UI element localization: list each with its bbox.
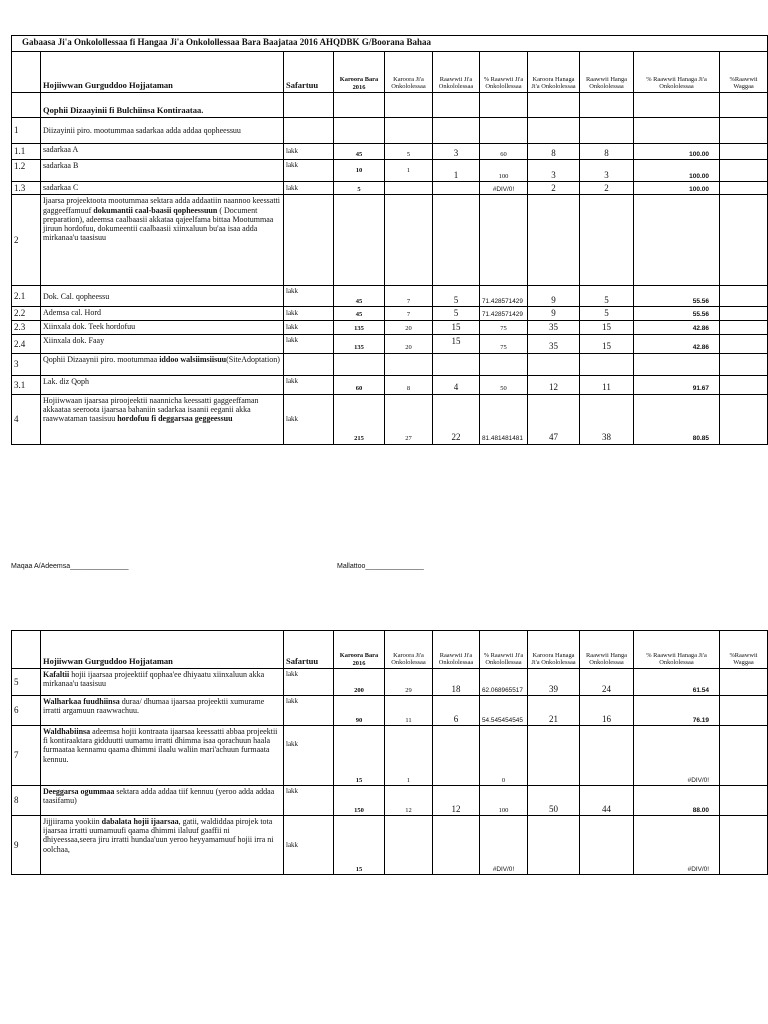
table-row: 3 Qophii Dizaaynii piro. mootummaa iddoo walsiimsiisuu(SiteAdoptation) [12,353,768,375]
table-row: 1 Diizayinii piro. mootummaa sadarkaa adda addaa qopheessuu [12,118,768,144]
header-no [12,52,41,93]
table-row: 2.4 Xiinxala dok. Faay lakk 135 20 15 75 35 15 42.86 [12,334,768,353]
table-row: 1.3 sadarkaa C lakk 5 #DIV/0! 2 2 100.00 [12,182,768,195]
table-row: 1.2 sadarkaa B lakk 10 1 1 100 3 3 100.00 [12,160,768,182]
header-pct-raawwii-jia: % Raawwii Ji'a Onkolollessaa [480,52,528,93]
header-desc: Hojiiwwan Gurguddoo Hojjataman [41,52,284,93]
table-row: 7 Waldhabiinsa adeemsa hojii kontraata ijaarsaa keessatti abbaa projeektii fi kontiraaktara gidduutti uumamu irratti dhimma isaa qorachuun haala furmaataa kennamu qaama dhimmi ilaalu waliin mari'achuun furmaata kennuu. lakk 15 1 0 #DIV/0! [12,726,768,786]
table-row: 9 Jijjiirama yookiin dabalata hojii ijaarsaa, gatii, waldiddaa pirojek tota ijaarsaa irratti uumamuufi qaama dhimmi ilaluuf gaaffii ni dhiyeessaa,seera jiru irratti hundaa'uun yeroo heyyamamuuf hojii irra ni oolchaa, lakk 15 #DIV/0! #DIV/0! [12,816,768,875]
table-row: 4 Hojiiwwaan ijaarsaa piroojeektii naannicha keessatti gaggeeffaman akkaataa seeroota ijaarsaa bahaniin sadarkaa isaanii eeganii akka raawwataman taasisuu hordofuu fi deggarsaa geggeessuu lakk 215 27 22 81.481481481 47 38 80.85 [12,394,768,444]
table-row: 2.2 Ademsa cal. Hord lakk 45 7 5 71.428571429 9 5 55.56 [12,307,768,320]
header-raawwii-hanga: Raawwii Hanga Onkololessaa [580,52,634,93]
header-safartuu: Safartuu [284,52,334,93]
header-karoora-jia: Karoora Ji'a Onkololessaa [385,52,433,93]
header-karoora-hanga: Karoora Hanaga Ji'a Onkololessaa [528,52,580,93]
table-row: 2.1 Dok. Cal. qopheessu lakk 45 7 5 71.428571429 9 5 55.56 [12,286,768,307]
table-header-row [12,52,768,93]
table-row: 2.3 Xiinxala dok. Teek hordofuu lakk 135 20 15 75 35 15 42.86 [12,320,768,334]
table-row: 1.1 sadarkaa A lakk 45 5 3 60 8 8 100.00 [12,144,768,160]
table-row: 2 Ijaarsa projeektoota mootummaa sektara adda addaatiin naannoo keessatti gaggeeffamuuf dokumantii caal-baasii qopheessuun ( Document preparation), adeemsa caalbaasii akkataa qajeelfama bittaa Mootummaa jiruun hordofuu, dokumeentii caalbaasii xiinxaluun bu'aa isaa adda mirkanaa'u taasisuu [12,195,768,286]
header-pct-raawwii-hanga: % Raawwii Hanaga Ji'a Onkololessaa [634,52,720,93]
table-header-row: Hojiiwwan Gurguddoo Hojjataman Safartuu Karoora Bara 2016 Karoora Ji'a Onkololessaa Raawwii Ji'a Onkololessaa % Raawwii Ji'a Onkolollessaa Karoora Hanaga Ji'a Onkololessaa Raawwii Hanga Onkololessaa % Raawwii Hanaga Ji'a Onkololessaa %Raawwii Waggaa [12,631,768,669]
header-pct-raawwii-waggaa: %Raawwii Waggaa [720,52,768,93]
section-title: Qophii Dizaayinii fi Bulchiinsa Kontiraataa. [41,93,284,118]
report-table-1 [11,35,768,445]
table-row: 8 Deeggarsa ogummaa sektara adda addaa tiif kennuu (yeroo adda addaa taasifamu) lakk 150 12 12 100 50 44 88.00 [12,786,768,816]
signature-mallattoo-line: Mallattoo_______________ [337,563,424,570]
header-raawwii-jia: Raawwii Ji'a Onkololessaa [433,52,480,93]
table-row: 3.1 Lak. diz Qoph lakk 60 8 4 50 12 11 91.67 [12,375,768,394]
report-title: Gabaasa Ji'a Onkolollessaa fi Hangaa Ji'a Onkolollessaa Bara Baajataa 2016 AHQDBK G/Boorana Bahaa [12,36,768,52]
header-karoora-bara: Karoora Bara 2016 [334,52,385,93]
table-row: 5 Kafaltii hojii ijaarsaa projeektiif qophaa'ee dhiyaatu xiinxaluun akka mirkanaa'u taasisuu lakk 200 29 18 62.068965517 39 24 61.54 [12,669,768,696]
table-row: 6 Walharkaa fuudhiinsa duraa/ dhumaa ijaarsaa projeektii xumurame irratti argamuun raawwachuu. lakk 90 11 6 54.545454545 21 16 76.19 [12,696,768,726]
signature-name-line: Maqaa A/Adeemsa_______________ [11,563,129,570]
report-table-2 [11,630,768,875]
